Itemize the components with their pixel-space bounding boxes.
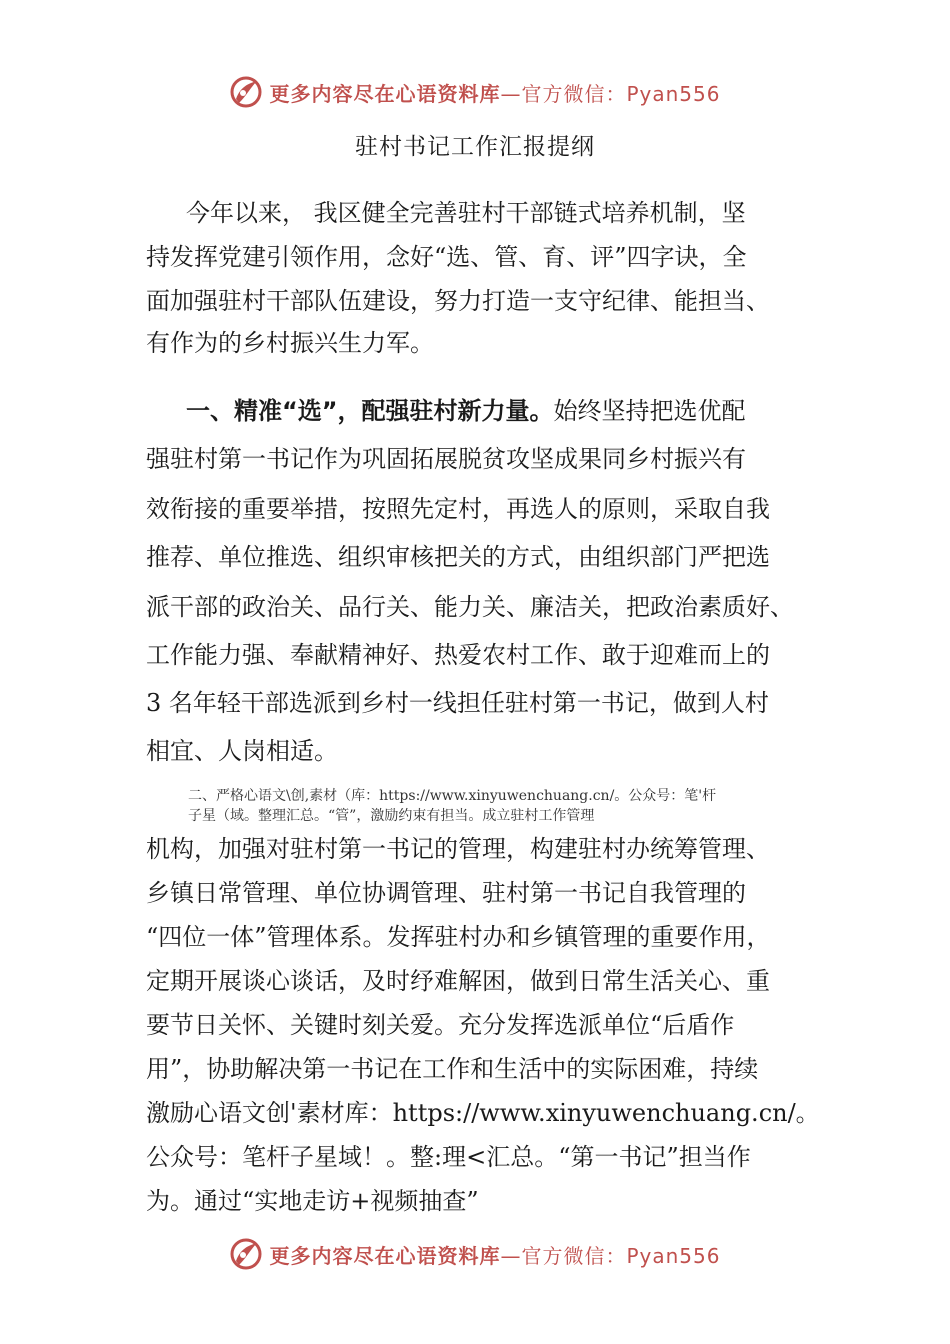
paragraph-line: 为。通过“实地走访+视频抽查” xyxy=(146,1187,479,1215)
header-watermark-banner xyxy=(0,70,950,114)
paragraph-line: 效衔接的重要举措，按照先定村，再选人的原则，采取自我 xyxy=(146,495,770,523)
paragraph-line: 用”，协助解决第一书记在工作和生活中的实际困难，持续 xyxy=(146,1055,759,1083)
paragraph-line: “四位一体”管理体系。发挥驻村办和乡镇管理的重要作用， xyxy=(146,923,771,951)
paragraph-line: 强驻村第一书记作为巩固拓展脱贫攻坚成果同乡村振兴有 xyxy=(146,445,746,473)
paragraph-line: 乡镇日常管理、单位协调管理、驻村第一书记自我管理的 xyxy=(146,879,746,907)
document-title: 驻村书记工作汇报提纲 xyxy=(355,134,595,160)
paragraph-line: 工作能力强、奉献精神好、热爱农村工作、敢于迎难而上的 xyxy=(146,641,770,669)
section-1-heading: 一、精准“选”，配强驻村新力量。 xyxy=(186,397,554,425)
paragraph-line: 定期开展谈心谈话，及时纾难解困，做到日常生活关心、重 xyxy=(146,967,770,995)
banner-text: 更多内容尽在心语资料库—官方微信：Pyan556 xyxy=(269,1243,721,1268)
section-1-first-line xyxy=(186,394,746,428)
paragraph-line: 机构，加强对驻村第一书记的管理，构建驻村办统筹管理、 xyxy=(146,835,770,863)
paragraph-line: 推荐、单位推选、组织审核把关的方式，由组织部门严把选 xyxy=(146,543,770,571)
paragraph-line: 3 名年轻干部选派到乡村一线担任驻村第一书记，做到人村 xyxy=(146,689,769,717)
brand-logo-icon xyxy=(229,1237,263,1271)
brand-logo-icon xyxy=(229,75,263,109)
footer-watermark-banner xyxy=(0,1232,950,1276)
small-inline-note: 二、严格心语文\创,素材（库：https://www.xinyuwenchuang.cn/。公众号：笔'杆 xyxy=(188,788,717,804)
paragraph-line: 有作为的乡村振兴生力军。 xyxy=(146,329,434,357)
paragraph-line: 激励心语文创'素材库：https://www.xinyuwenchuang.cn/。 xyxy=(146,1099,820,1127)
paragraph-line: 面加强驻村干部队伍建设，努力打造一支守纪律、能担当、 xyxy=(146,287,770,315)
paragraph-line: 相宜、人岗相适。 xyxy=(146,737,338,765)
banner-text: 更多内容尽在心语资料库—官方微信：Pyan556 xyxy=(269,81,721,106)
paragraph-line: 要节日关怀、关键时刻关爱。充分发挥选派单位“后盾作 xyxy=(146,1011,735,1039)
paragraph-line: 持发挥党建引领作用，念好“选、管、育、评”四字诀，全 xyxy=(146,243,747,271)
paragraph-line: 今年以来， 我区健全完善驻村干部链式培养机制，坚 xyxy=(186,199,746,227)
paragraph-line: 派干部的政治关、品行关、能力关、廉洁关，把政治素质好、 xyxy=(146,593,794,621)
section-1-text: 始终坚持把选优配 xyxy=(553,397,746,425)
paragraph-line: 公众号：笔杆子星域！。整:理<汇总。“第一书记”担当作 xyxy=(146,1143,751,1171)
small-inline-note: 子星（域。整理汇总。“管”，激励约束有担当。成立驻村工作管理 xyxy=(188,808,595,824)
